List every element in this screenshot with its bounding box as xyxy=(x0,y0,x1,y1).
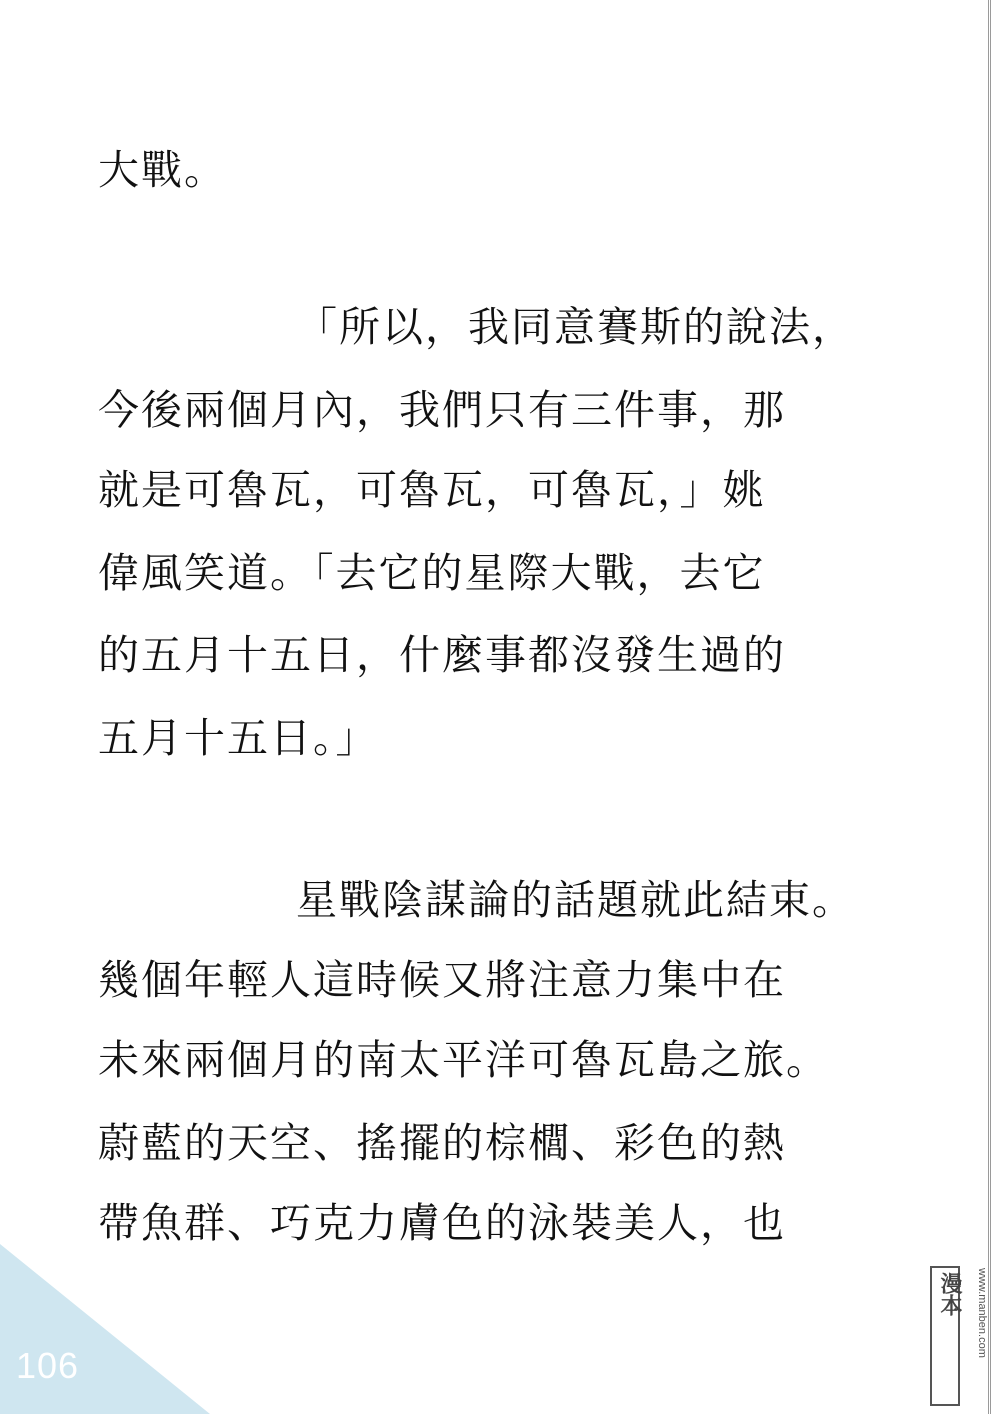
watermark-url: www.manben.com xyxy=(976,1268,988,1358)
corner-triangle-decoration xyxy=(0,1244,210,1414)
text-line-7: 五月十五日。」 xyxy=(98,714,379,762)
watermark-brand: 漫本 xyxy=(938,1272,963,1316)
text-line-11: 蔚藍的天空、搖擺的棕櫚、彩色的熱 xyxy=(98,1119,786,1167)
page-edge-rule xyxy=(988,0,991,1414)
text-line-9: 幾個年輕人這時候又將注意力集中在 xyxy=(98,956,786,1004)
text-line-10: 未來兩個月的南太平洋可魯瓦島之旅。 xyxy=(98,1036,829,1084)
text-line-5: 偉風笑道。「去它的星際大戰，去它 xyxy=(98,549,766,597)
site-watermark xyxy=(928,1266,992,1406)
text-line-8: 星戰陰謀論的話題就此結束。 xyxy=(296,876,855,924)
page-number: 106 xyxy=(16,1345,80,1386)
text-line-1: 大戰。 xyxy=(98,146,227,194)
text-line-2: 「所以，我同意賽斯的說法， xyxy=(296,303,855,351)
watermark-logo-box xyxy=(930,1266,963,1406)
text-line-6: 的五月十五日，什麼事都沒發生過的 xyxy=(98,631,786,679)
text-line-12: 帶魚群、巧克力膚色的泳裝美人，也 xyxy=(98,1199,786,1247)
text-line-4: 就是可魯瓦，可魯瓦，可魯瓦，」姚 xyxy=(98,466,766,514)
text-line-3: 今後兩個月內，我們只有三件事，那 xyxy=(98,386,786,434)
